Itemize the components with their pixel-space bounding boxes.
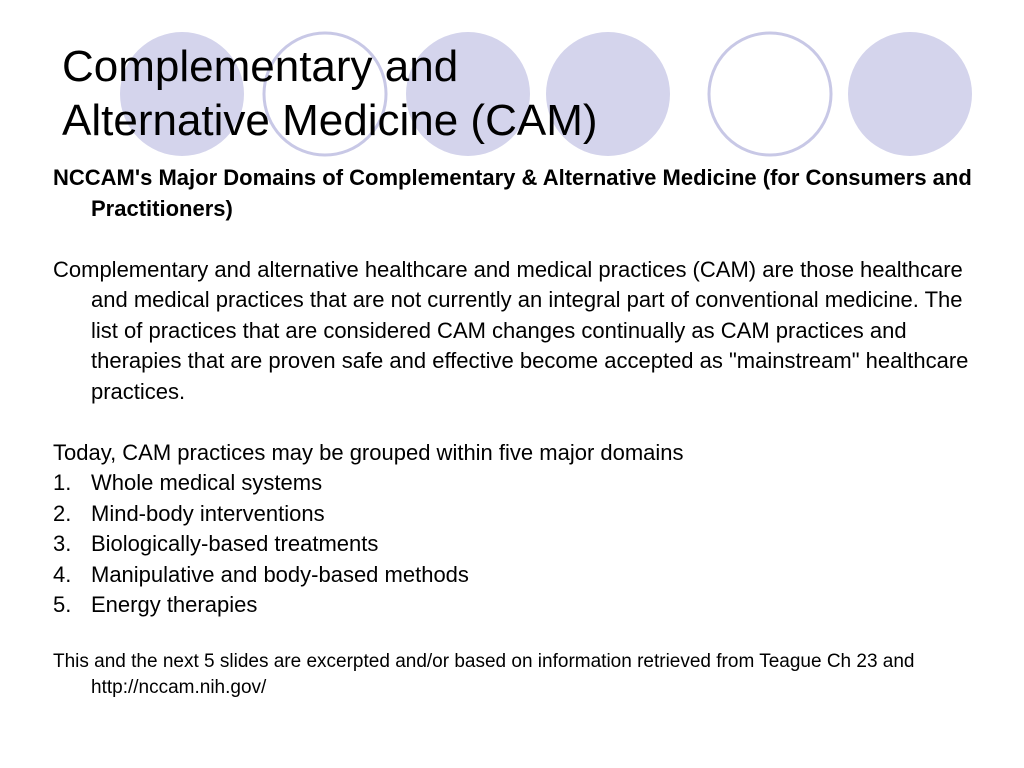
spacer xyxy=(53,224,973,255)
decor-circle-5 xyxy=(709,33,831,155)
list-label: Energy therapies xyxy=(91,592,258,617)
list-number: 3. xyxy=(53,531,72,556)
list-label: Biologically-based treatments xyxy=(91,531,379,556)
list-item xyxy=(53,468,973,499)
slide-title-line-1: Complementary and xyxy=(62,42,459,91)
list-number: 2. xyxy=(53,500,72,526)
section-heading: NCCAM's Major Domains of Complementary & Alternative Medicine (for Consumers and Practitioners) xyxy=(53,165,972,221)
list-number: 4. xyxy=(53,561,72,587)
domains-intro: Today, CAM practices may be grouped within five major domains xyxy=(53,439,684,465)
list-item xyxy=(53,499,973,530)
slide-body xyxy=(53,163,973,701)
slide-title-line-2: Alternative Medicine (CAM) xyxy=(62,96,598,145)
spacer xyxy=(53,621,973,649)
list-number: 5. xyxy=(53,592,72,617)
spacer xyxy=(53,407,973,438)
decor-circle-6 xyxy=(848,32,972,156)
list-item xyxy=(53,529,973,560)
list-number: 1. xyxy=(53,470,72,495)
list-label: Mind-body interventions xyxy=(91,500,325,526)
cam-definition: Complementary and alternative healthcare and medical practices (CAM) are those healthcare and medical practices that are not currently an integral part of conventional medicine. The list of practices that are considered CAM changes continually as CAM practices and therapies that are proven safe and effective become accepted as "mainstream" healthcare practices. xyxy=(53,256,969,404)
domains-list xyxy=(53,468,973,621)
list-item xyxy=(53,560,973,591)
list-item xyxy=(53,590,973,621)
source-footnote: This and the next 5 slides are excerpted and/or based on information retrieved from Teague Ch 23 and http://nccam.nih.gov/ xyxy=(53,650,915,698)
list-label: Manipulative and body-based methods xyxy=(91,561,469,587)
slide-title xyxy=(62,40,598,148)
list-label: Whole medical systems xyxy=(91,470,323,495)
